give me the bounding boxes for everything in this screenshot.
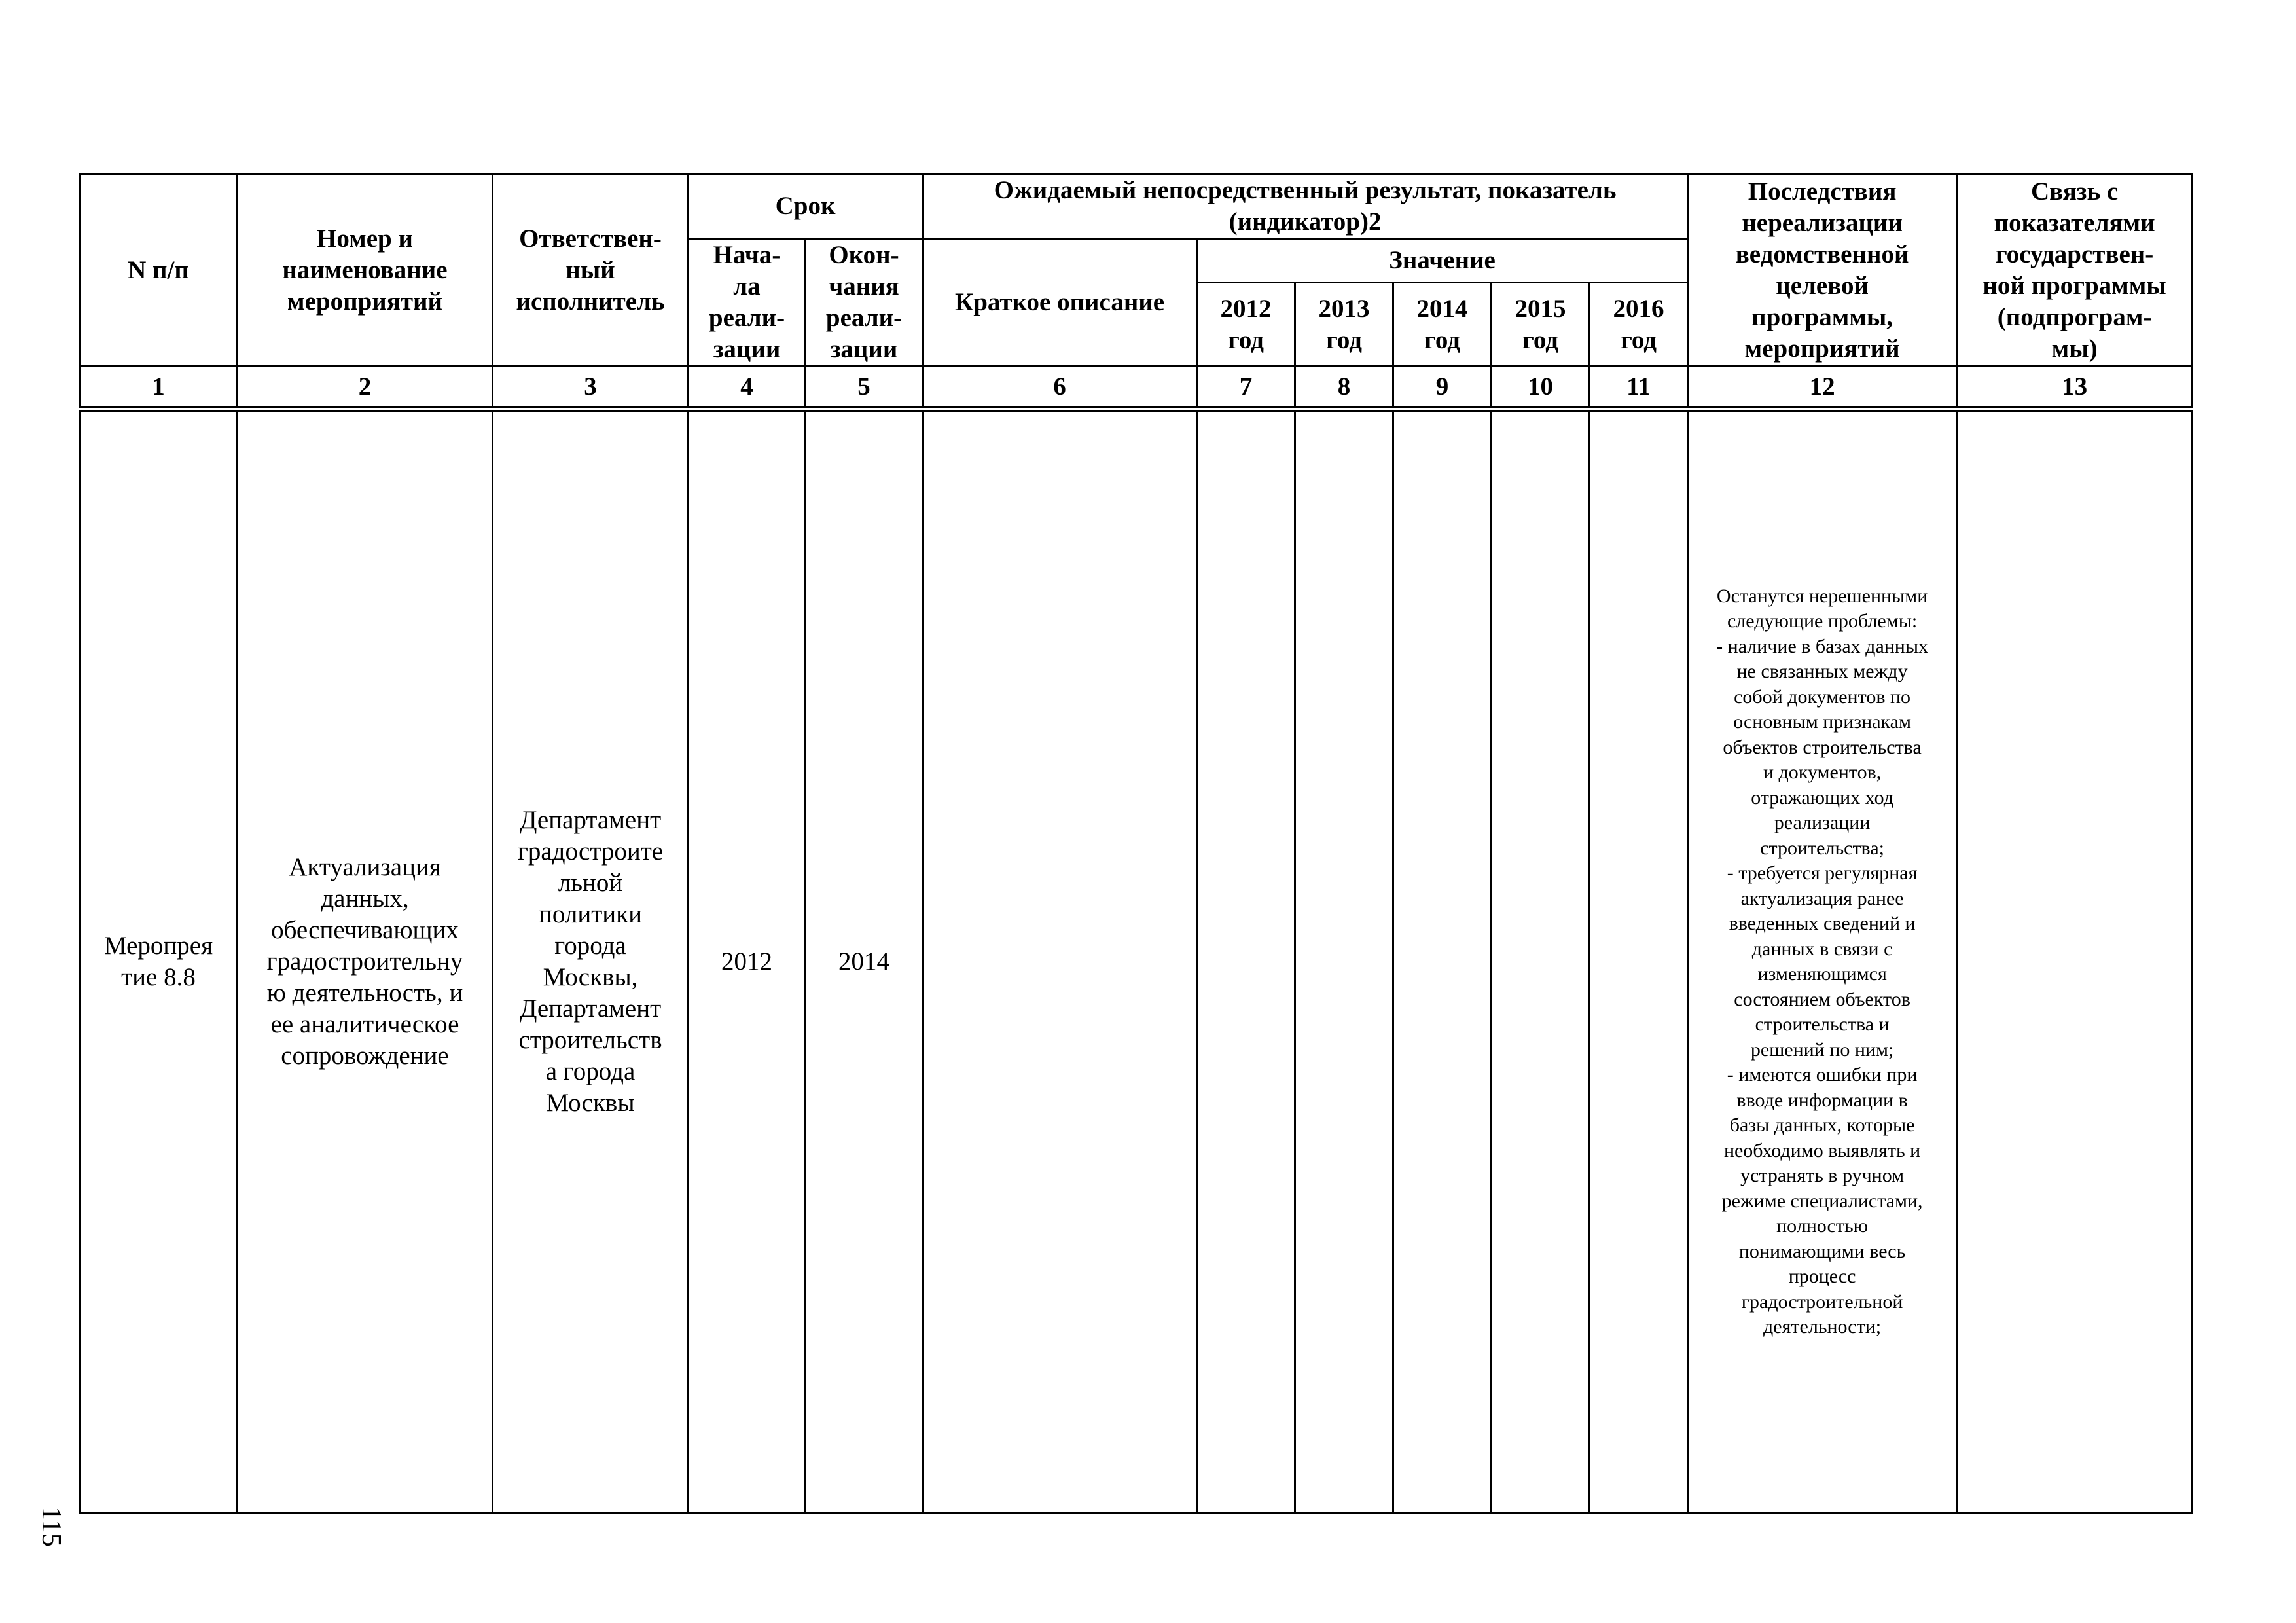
- brief-description-cell: [923, 411, 1197, 1513]
- header-srok-end: Окон- чания реали- зации: [806, 239, 923, 367]
- program-link-cell: [1957, 411, 2193, 1513]
- column-number: 4: [689, 367, 806, 407]
- column-number: 3: [493, 367, 689, 407]
- column-number: 9: [1393, 367, 1492, 407]
- column-number: 1: [80, 367, 238, 407]
- column-number: 8: [1295, 367, 1393, 407]
- header-year-2012: 2012 год: [1197, 283, 1295, 367]
- value-2012-cell: [1197, 411, 1295, 1513]
- row-number-cell: Меропрея тие 8.8: [80, 411, 238, 1513]
- header-brief: Краткое описание: [923, 239, 1197, 367]
- value-2016-cell: [1590, 411, 1688, 1513]
- column-number: 5: [806, 367, 923, 407]
- header-responsible: Ответствен- ный исполнитель: [493, 174, 689, 367]
- value-2013-cell: [1295, 411, 1393, 1513]
- responsible-cell: Департамент градостроите льной политики города Москвы, Департамент строительств а города Москвы: [493, 411, 689, 1513]
- header-name: Номер и наименование мероприятий: [238, 174, 493, 367]
- header-year-2015: 2015 год: [1492, 283, 1590, 367]
- column-number: 6: [923, 367, 1197, 407]
- value-2014-cell: [1393, 411, 1492, 1513]
- column-number: 12: [1688, 367, 1957, 407]
- page-number: 115: [36, 1506, 66, 1547]
- header-srok-start: Нача- ла реали- зации: [689, 239, 806, 367]
- column-number: 13: [1957, 367, 2193, 407]
- consequences-cell: Останутся нерешенными следующие проблемы: - наличие в базах данных не связанных между собой документов по основным признакам объектов строительства и документов, отражающих ход реализации строительства; - требуется регулярная актуализация ранее введенных сведений и данных в связи с изменяющимся состоянием объектов строительства и решений по ним; - имеются ошибки при вводе информации в базы данных, которые необходимо выявлять и устранять в ручном режиме специалистами, полностью понимающими весь процесс градостроительной деятельности;: [1688, 411, 1957, 1513]
- header-link: Связь с показателями государствен- ной программы (подпрограм- мы): [1957, 174, 2193, 367]
- header-expected-result: Ожидаемый непосредственный результат, показатель (индикатор)2: [923, 174, 1688, 239]
- header-value: Значение: [1197, 239, 1688, 283]
- end-year-cell: 2014: [806, 411, 923, 1513]
- measures-table: [79, 173, 2193, 1514]
- column-number: 2: [238, 367, 493, 407]
- header-consequences: Последствия нереализации ведомственной целевой программы, мероприятий: [1688, 174, 1957, 367]
- header-year-2013: 2013 год: [1295, 283, 1393, 367]
- start-year-cell: 2012: [689, 411, 806, 1513]
- measure-name-cell: Актуализация данных, обеспечивающих градостроительну ю деятельность, и ее аналитическое сопровождение: [238, 411, 493, 1513]
- value-2015-cell: [1492, 411, 1590, 1513]
- column-number: 7: [1197, 367, 1295, 407]
- header-num: N п/п: [80, 174, 238, 367]
- column-number: 10: [1492, 367, 1590, 407]
- column-number: 11: [1590, 367, 1688, 407]
- header-year-2014: 2014 год: [1393, 283, 1492, 367]
- header-srok: Срок: [689, 174, 923, 239]
- header-year-2016: 2016 год: [1590, 283, 1688, 367]
